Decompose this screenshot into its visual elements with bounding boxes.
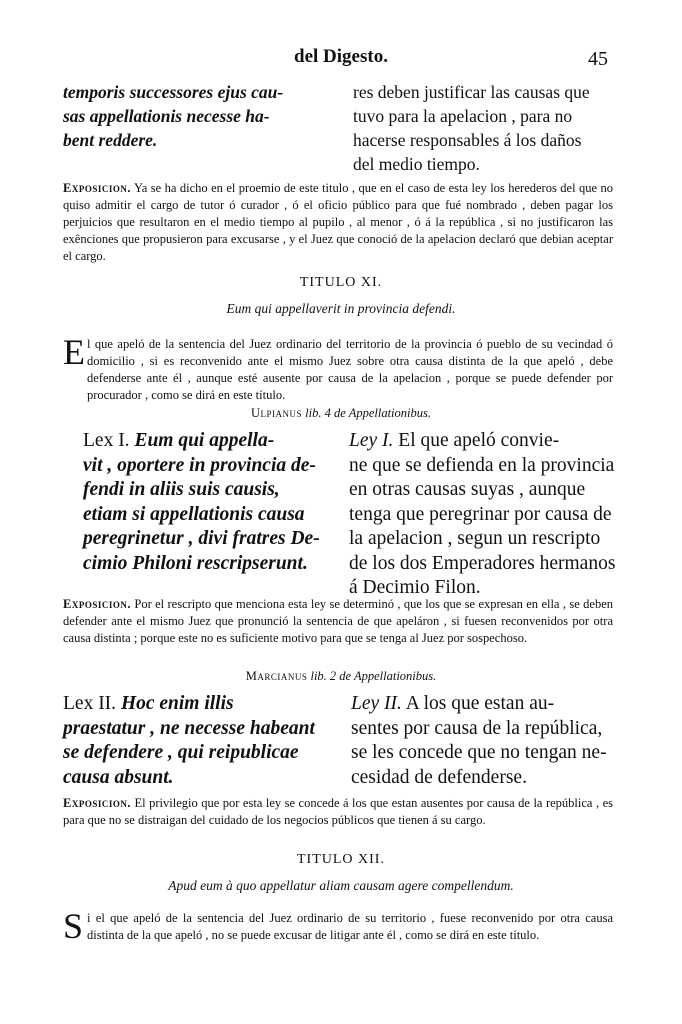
exposicion-text: Por el rescripto que menciona esta ley se determinó , que los que se expresan en ella , se deben defender ante el mismo Juez que pronunció la sentencia de que apeláron , si fuesen reconvenidos por otra causa distinta ; porque este no es suficiente motivo para que se tenga al Juez por sospechoso. [63,597,614,645]
latin-line: Hoc enim illis [120,693,234,714]
source-work: lib. 2 de Appellationibus. [310,669,437,683]
latin-line: sas appellationis necesse ha- [63,106,270,126]
spanish-line: tuvo para la apelacion , para no [353,106,573,126]
titulo-heading: TITULO XII. [297,852,385,867]
spanish-column [349,429,616,601]
spanish-line: El que apeló convie- [398,430,560,451]
spanish-line: en otras causas suyas , aunque [349,479,586,500]
exposicion-paragraph [63,596,613,647]
intro-text: l que apeló de la sentencia del Juez ordinario del territorio de la provincia ó pueblo de su vecindad ó domicilio , si es reconvenido ante el mismo Juez sobre otra causa distinta de la que apeló , debe defenderse ante él , aunque esté ausente por causa de la apelacion , porque se puede defender por procurador , como se dirá en este título. [87,337,613,402]
exposicion-label: Exposicion. [63,597,131,611]
source-author: Ulpianus [251,406,303,420]
exposicion-paragraph [63,180,613,265]
source-citation [0,669,682,684]
latin-column [83,429,333,601]
latin-column [63,692,333,790]
exposicion-label: Exposicion. [63,181,131,195]
law-lex-2 [63,692,613,790]
spanish-line: se les concede que no tengan ne- [351,742,607,763]
latin-line: peregrinetur , divi fratres De- [83,528,320,549]
law-continuation [63,80,621,176]
latin-line: temporis successores ejus cau- [63,82,284,102]
latin-line: vit , oportere in provincia de- [83,454,316,476]
latin-column [63,80,331,176]
spanish-line: del medio tiempo. [353,154,480,174]
spanish-line: tenga que peregrinar por causa de [349,503,612,525]
latin-line: causa absunt. [63,766,174,788]
drop-cap: S [63,906,84,946]
spanish-line: ne que se defienda en la provincia [349,454,615,476]
titulo-intro [63,906,613,946]
source-author: Marcianus [245,669,308,683]
law-number: Lex I. [83,430,130,451]
running-header: del Digesto. [294,46,388,67]
spanish-line: A los que estan au- [405,693,555,714]
latin-line: Eum qui appella- [134,430,275,451]
spanish-line: hacerse responsables á los daños [353,130,582,150]
latin-line: fendi in aliis suis causis, [83,479,280,500]
titulo-heading: TITULO XI. [299,275,383,290]
drop-cap: E [63,332,85,372]
spanish-line: sentes por causa de la república, [351,717,603,739]
spanish-line: cesidad de defenderse. [351,766,527,788]
titulo-subtitle: Apud eum à quo appellatur aliam causam agere compellendum. [168,878,514,893]
spanish-column [353,80,621,176]
exposicion-text: Ya se ha dicho en el proemio de este titulo , que en el caso de esta ley los herederos del que no quiso admitir el cargo de tutor ó curador , ó el oficio público para que fué nombrado , deben pagar los perjuicios que resultaron en el medio tiempo al pupilo , al menor , ó á la república , si no justificaron las exênciones que propusieron para excusarse , y el Juez que conoció de la apelacion declaró que debian aceptar el cargo. [63,181,613,263]
spanish-line: la apelacion , segun un rescripto [349,528,601,549]
exposicion-text: El privilegio que por esta ley se concede á los que estan ausentes por causa de la república , es para que no se distraigan del cuidado de los negocios públicos que tienen á su cargo. [63,796,614,827]
spanish-column [351,692,613,790]
latin-line: etiam si appellationis causa [83,503,305,525]
spanish-line: res deben justificar las causas que [353,82,590,102]
latin-line: bent reddere. [63,130,158,150]
spanish-line: de los dos Emperadores hermanos [349,552,616,574]
law-number: Lex II. [63,693,117,714]
law-number: Ley I. [349,430,394,451]
intro-text: i el que apeló de la sentencia del Juez ordinario de su territorio , fuese reconvenido por otra causa distinta de la que apeló , no se puede excusar de litigar ante él , como se dirá en este título. [87,911,613,942]
latin-line: praestatur , ne necesse habeant [63,717,315,739]
titulo-intro [63,332,613,404]
law-number: Ley II. [351,693,402,714]
exposicion-paragraph [63,795,613,829]
page-number: 45 [588,48,608,70]
exposicion-label: Exposicion. [63,796,131,810]
source-citation [0,406,682,421]
latin-line: se defendere , qui reipublicae [63,742,299,763]
spanish-line: á Decimio Filon. [349,577,481,598]
titulo-subtitle: Eum qui appellaverit in provincia defendi. [226,301,456,316]
latin-line: cimio Philoni rescripserunt. [83,552,308,574]
source-work: lib. 4 de Appellationibus. [305,406,431,420]
law-lex-1 [83,429,616,601]
